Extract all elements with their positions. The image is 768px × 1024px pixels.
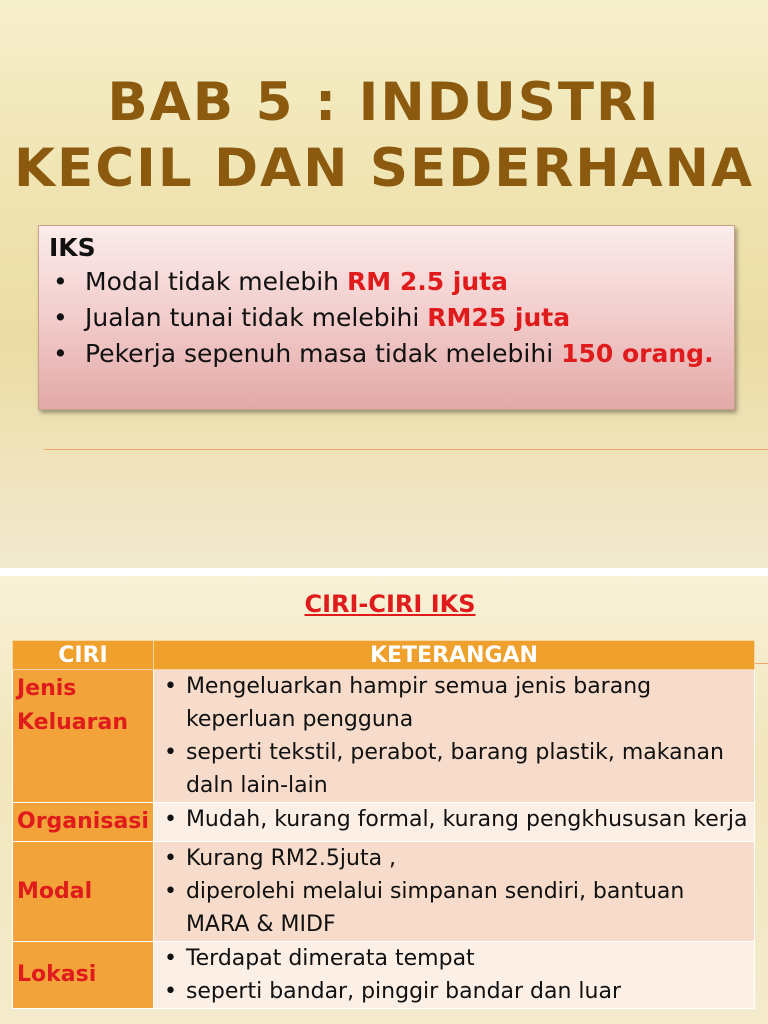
criterion-text: Pekerja sepenuh masa tidak melebihi <box>85 339 562 368</box>
list-item <box>160 803 748 836</box>
bullet-icon: • <box>53 303 68 332</box>
list-item <box>160 670 748 736</box>
table-header-row <box>13 641 755 670</box>
criterion-text: Modal tidak melebih <box>85 267 347 296</box>
bullet-icon: • <box>163 946 177 971</box>
item-text: Mudah, kurang formal, kurang pengkhususan kerja <box>185 807 748 832</box>
title-line-1: BAB 5 : INDUSTRI <box>107 72 661 133</box>
ciri-iks-table <box>12 640 755 1009</box>
item-text: seperti tekstil, perabot, barang plastik, makanan daln lain-lain <box>185 740 724 798</box>
criterion-highlight: RM25 juta <box>427 303 571 332</box>
table-row <box>13 670 755 803</box>
keterangan-cell <box>153 670 754 803</box>
divider-line <box>44 449 768 450</box>
iks-criterion-pekerja <box>49 336 724 372</box>
criterion-highlight: RM 2.5 juta <box>346 267 508 296</box>
ciri-cell: Lokasi <box>13 942 154 1009</box>
keterangan-cell <box>153 803 754 842</box>
item-text: Kurang RM2.5juta , <box>185 846 397 871</box>
table-row <box>13 942 755 1009</box>
iks-criterion-jualan <box>49 300 724 336</box>
criterion-highlight: 150 orang. <box>561 339 714 368</box>
header-rule <box>755 663 768 664</box>
iks-definition-box <box>38 225 735 410</box>
item-text: seperti bandar, pinggir bandar dan luar <box>185 979 622 1004</box>
criterion-text: Jualan tunai tidak melebihi <box>85 303 428 332</box>
bullet-icon: • <box>53 339 68 368</box>
bullet-icon: • <box>163 807 177 832</box>
bullet-icon: • <box>163 846 177 871</box>
column-header-ciri: CIRI <box>13 641 154 670</box>
iks-criteria-list <box>49 264 724 372</box>
ciri-cell: Organisasi <box>13 803 154 842</box>
keterangan-cell <box>153 842 754 942</box>
list-item <box>160 875 748 941</box>
bullet-icon: • <box>163 740 177 765</box>
iks-criterion-modal <box>49 264 724 300</box>
bullet-icon: • <box>163 979 177 1004</box>
item-text: Mengeluarkan hampir semua jenis barang keperluan pengguna <box>185 674 652 732</box>
table-row <box>13 803 755 842</box>
title-line-2: KECIL DAN SEDERHANA <box>13 138 755 199</box>
bullet-icon: • <box>163 879 177 904</box>
keterangan-cell <box>153 942 754 1009</box>
item-text: diperolehi melalui simpanan sendiri, bantuan MARA & MIDF <box>185 879 685 937</box>
table-row <box>13 842 755 942</box>
item-text: Terdapat dimerata tempat <box>185 946 475 971</box>
list-item <box>160 975 748 1008</box>
slide-gap <box>0 568 768 576</box>
list-item <box>160 842 748 875</box>
bullet-icon: • <box>163 674 177 699</box>
column-header-keterangan: KETERANGAN <box>153 641 754 670</box>
list-item <box>160 736 748 802</box>
iks-heading: IKS <box>49 233 96 262</box>
list-item <box>160 942 748 975</box>
table-subtitle: CIRI-CIRI IKS <box>304 590 476 618</box>
bullet-icon: • <box>53 267 68 296</box>
ciri-cell: Jenis Keluaran <box>13 670 154 803</box>
ciri-cell: Modal <box>13 842 154 942</box>
